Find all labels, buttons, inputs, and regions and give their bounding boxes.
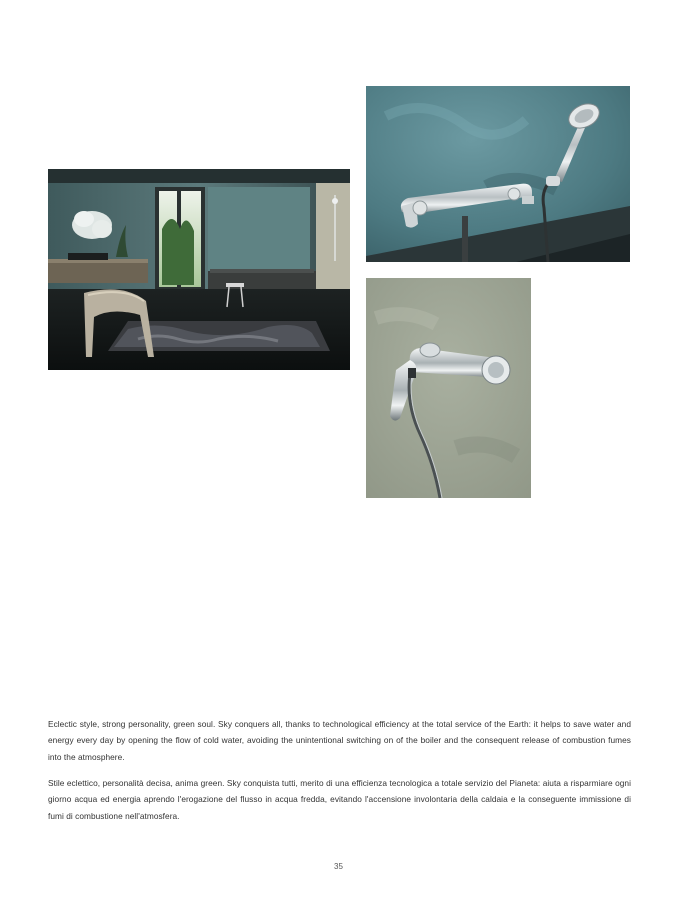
body-text-italian: [48, 775, 631, 824]
shower-mixer-photo: [366, 278, 531, 498]
page-number: 35: [334, 862, 343, 871]
paragraph-italian: Stile eclettico, personalità decisa, anima green. Sky conquista tutti, merito di una efficienza tecnologica a totale servizio del Pianeta: aiuta a risparmiare ogni giorno acqua ed energia aprendo l'erogazione del flusso in acqua fredda, evitando l'accensione involontaria della caldaia e la conseguente immissione di fumi di combustione nell'atmosfera.: [48, 778, 631, 821]
body-text-english: [48, 716, 631, 765]
paragraph-english: Eclectic style, strong personality, green soul. Sky conquers all, thanks to technological efficiency at the total service of the Earth: it helps to save water and energy every day by opening the flow of cold water, avoiding the unintentional switching on of the boiler and the consequent release of combustion fumes into the atmosphere.: [48, 719, 631, 762]
bathroom-photo: [48, 169, 350, 370]
bath-mixer-photo: [366, 86, 630, 262]
